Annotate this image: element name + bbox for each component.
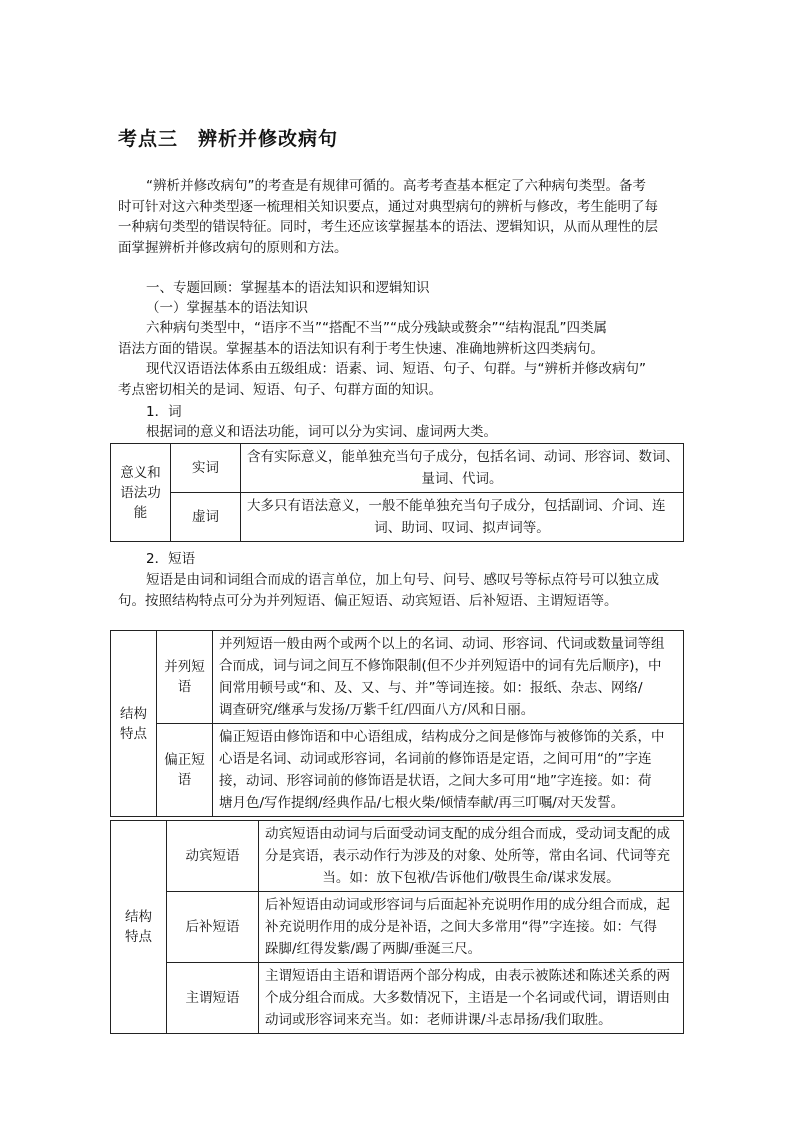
table-row xyxy=(111,821,684,892)
page-title: 考点三 辨析并修改病句 xyxy=(118,128,339,150)
description-cell xyxy=(213,724,684,817)
text-line: 量词、代词。 xyxy=(421,471,503,487)
label-line: 意义和 xyxy=(120,464,161,481)
text-line: 个成分组合而成。大多数情况下，主语是一个名词或代词，谓语则由 xyxy=(265,990,670,1006)
description-cell xyxy=(259,892,684,963)
text-line: 补充说明作用的成分是补语，之间大多常用“得”字连接。如：气得 xyxy=(265,919,657,935)
text-line: 语法方面的错误。掌握基本的语法知识有利于考生快速、准确地辨析这四类病句。 xyxy=(118,340,604,357)
label-line: 语法功 xyxy=(120,484,161,501)
text-line: 后补短语由动词或形容词与后面起补充说明作用的成分组合而成，起 xyxy=(265,897,670,913)
text-line: 动宾短语由动词与后面受动词支配的成分组合而成，受动词支配的成 xyxy=(265,826,670,842)
label-line: 并列短 xyxy=(164,659,205,675)
description-cell xyxy=(241,493,684,542)
label-line: 结构 xyxy=(125,909,152,925)
phrase-paragraph xyxy=(118,570,684,611)
phrase-table-2 xyxy=(110,820,684,1034)
label-line: 语 xyxy=(177,772,192,788)
category-cell xyxy=(157,631,213,724)
description-cell xyxy=(213,631,684,724)
text-line: 分是宾语，表示动作行为涉及的对象、处所等，常由名词、代词等充 xyxy=(265,848,670,864)
text-line: 动词或形容词来充当。如：老师讲课/斗志昂扬/我们取胜。 xyxy=(265,1012,612,1028)
text-line: 合而成，词与词之间互不修饰限制(但不少并列短语中的词有先后顺序)，中 xyxy=(219,658,662,674)
text-line: 心语是名词、动词或形容词，名词前的修饰语是定语，之间可用“的”字连 xyxy=(219,751,652,767)
section-heading: 一、专题回顾：掌握基本的语法知识和逻辑知识 xyxy=(146,280,430,296)
category-cell: 主谓短语 xyxy=(167,963,259,1034)
text-line: 大多只有语法意义，一般不能单独充当句子成分，包括副词、介词、连 xyxy=(247,498,666,514)
intro-paragraph xyxy=(118,176,684,258)
text-line: 偏正短语由修饰语和中心语组成，结构成分之间是修饰与被修饰的关系，中 xyxy=(219,729,665,745)
label-line: 特点 xyxy=(125,929,152,945)
row-label-cell xyxy=(111,444,171,542)
text-line: 跺脚/红得发紫/踢了两脚/垂涎三尺。 xyxy=(265,941,482,957)
subsection-heading: （一）掌握基本的语法知识 xyxy=(146,300,308,316)
table-row xyxy=(111,444,684,493)
types-paragraph xyxy=(118,318,684,359)
category-cell: 实词 xyxy=(171,444,241,493)
text-line: 短语是由词和词组合而成的语言单位，加上句号、问号、感叹号等标点符号可以独立成 xyxy=(146,572,659,588)
phrase-table-1 xyxy=(110,630,684,817)
category-cell xyxy=(157,724,213,817)
row-label-cell xyxy=(111,631,157,817)
label-line: 语 xyxy=(177,679,192,695)
label-line: 特点 xyxy=(120,725,147,742)
row-label-cell xyxy=(111,821,167,1034)
text-line: 接，动词、形容词前的修饰语是状语，之间大多可用“地”字连接。如：荷 xyxy=(219,773,652,789)
heading-word: 1．词 xyxy=(146,404,182,420)
word-table xyxy=(110,443,684,542)
text-line: 间常用顿号或“和、及、又、与、并”等词连接。如：报纸、杂志、网络/ xyxy=(219,680,643,696)
text-line: 考点密切相关的是词、短语、句子、句群方面的知识。 xyxy=(118,381,442,398)
system-paragraph xyxy=(118,359,684,400)
description-cell xyxy=(259,821,684,892)
table-row xyxy=(111,493,684,542)
text-line: 六种病句类型中，“语序不当”“搭配不当”“成分残缺或赘余”“结构混乱”四类属 xyxy=(146,320,607,336)
table-row xyxy=(111,724,684,817)
description-cell xyxy=(259,963,684,1034)
text-line: 并列短语一般由两个或两个以上的名词、动词、形容词、代词或数量词等组 xyxy=(219,636,665,652)
category-cell: 虚词 xyxy=(171,493,241,542)
word-paragraph: 根据词的意义和语法功能，词可以分为实词、虚词两大类。 xyxy=(146,424,497,440)
text-line: “辨析并修改病句”的考查是有规律可循的。高考考查基本框定了六种病句类型。备考 xyxy=(146,178,646,194)
text-line: 当。如：放下包袱/告诉他们/敬畏生命/谋求发展。 xyxy=(322,870,620,886)
table-row xyxy=(111,631,684,724)
text-line: 含有实际意义，能单独充当句子成分，包括名词、动词、形容词、数词、 xyxy=(247,449,679,465)
text-line: 主谓短语由主语和谓语两个部分构成，由表示被陈述和陈述关系的两 xyxy=(265,968,670,984)
category-cell: 动宾短语 xyxy=(167,821,259,892)
table-row xyxy=(111,892,684,963)
category-cell: 后补短语 xyxy=(167,892,259,963)
table-row xyxy=(111,963,684,1034)
text-line: 一种病句类型的错误特征。同时，考生还应该掌握基本的语法、逻辑知识，从而从理性的层 xyxy=(118,219,658,235)
text-line: 句。按照结构特点可分为并列短语、偏正短语、动宾短语、后补短语、主谓短语等。 xyxy=(118,592,618,609)
label-line: 偏正短 xyxy=(164,752,205,768)
text-line: 词、助词、叹词、拟声词等。 xyxy=(374,520,550,536)
text-line: 塘月色/写作提纲/经典作品/七根火柴/倾情奉献/再三叮嘱/对天发誓。 xyxy=(219,795,625,811)
heading-phrase: 2．短语 xyxy=(146,551,196,567)
text-line: 调查研究/继承与发扬/万紫千红/四面八方/风和日丽。 xyxy=(219,702,535,718)
label-line: 结构 xyxy=(120,705,147,722)
text-line: 面掌握辨析并修改病句的原则和方法。 xyxy=(118,239,348,256)
label-line: 能 xyxy=(133,504,148,521)
text-line: 时可针对这六种类型逐一梳理相关知识要点，通过对典型病句的辨析与修改，考生能明了每 xyxy=(118,198,658,215)
text-line: 现代汉语语法体系由五级组成：语素、词、短语、句子、句群。与“辨析并修改病句” xyxy=(146,361,646,377)
description-cell xyxy=(241,444,684,493)
